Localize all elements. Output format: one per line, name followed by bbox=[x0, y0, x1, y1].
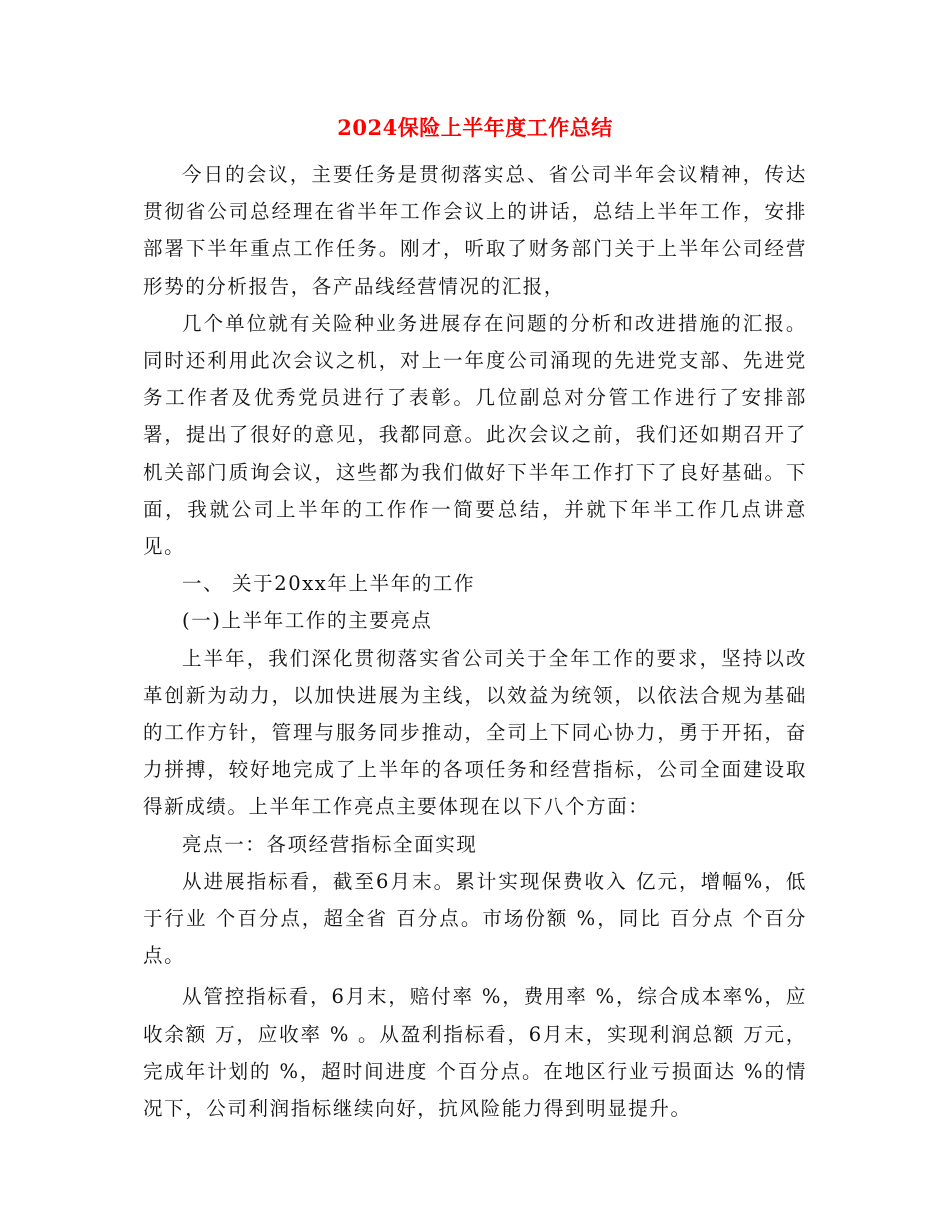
paragraph-meeting-summary: 几个单位就有关险种业务进展存在问题的分析和改进措施的汇报。同时还利用此次会议之机，对上一年度公司涌现的先进党支部、先进党务工作者及优秀党员进行了表彰。几位副总对分管工作进行了安排部署，提出了很好的意见，我都同意。此次会议之前，我们还如期召开了机关部门质询会议，这些都为我们做好下半年工作打下了良好基础。下面，我就公司上半年的工作作一简要总结，并就下年半工作几点讲意见。 bbox=[143, 311, 807, 559]
highlight-one-heading: 亮点一：各项经营指标全面实现 bbox=[182, 832, 478, 856]
paragraph-first-half-overview: 上半年，我们深化贯彻落实省公司关于全年工作的要求，坚持以改革创新为动力，以加快进展为主线，以效益为统领，以依法合规为基础的工作方针，管理与服务同步推动，全司上下同心协力，勇于开拓，奋力拼搏，较好地完成了上半年的各项任务和经营指标，公司全面建设取得新成绩。上半年工作亮点主要体现在以下八个方面： bbox=[143, 646, 807, 819]
subsection-heading-highlights: (一)上半年工作的主要亮点 bbox=[182, 609, 433, 633]
document-body bbox=[143, 156, 807, 1127]
paragraph-meeting-intro: 今日的会议，主要任务是贯彻落实总、省公司半年会议精神，传达贯彻省公司总经理在省半年工作会议上的讲话，总结上半年工作，安排部署下半年重点工作任务。刚才，听取了财务部门关于上半年公司经营形势的分析报告，各产品线经营情况的汇报， bbox=[143, 163, 807, 298]
paragraph-control-indicators: 从管控指标看，6月末，赔付率 %，费用率 %，综合成本率%，应收余额 万，应收率 % 。从盈利指标看，6月末，实现利润总额 万元，完成年计划的 %，超时间进度 个百分点。在地区行业亏损面达 %的情况下，公司利润指标继续向好，抗风险能力得到明显提升。 bbox=[143, 985, 807, 1121]
document-title: 2024保险上半年度工作总结 bbox=[337, 115, 613, 140]
paragraph-progress-indicators: 从进展指标看，截至6月末。累计实现保费收入 亿元，增幅%，低于行业 个百分点，超全省 百分点。市场份额 %，同比 百分点 个百分点。 bbox=[143, 869, 807, 968]
section-heading-first-half-work: 一、 关于20xx年上半年的工作 bbox=[182, 572, 476, 596]
